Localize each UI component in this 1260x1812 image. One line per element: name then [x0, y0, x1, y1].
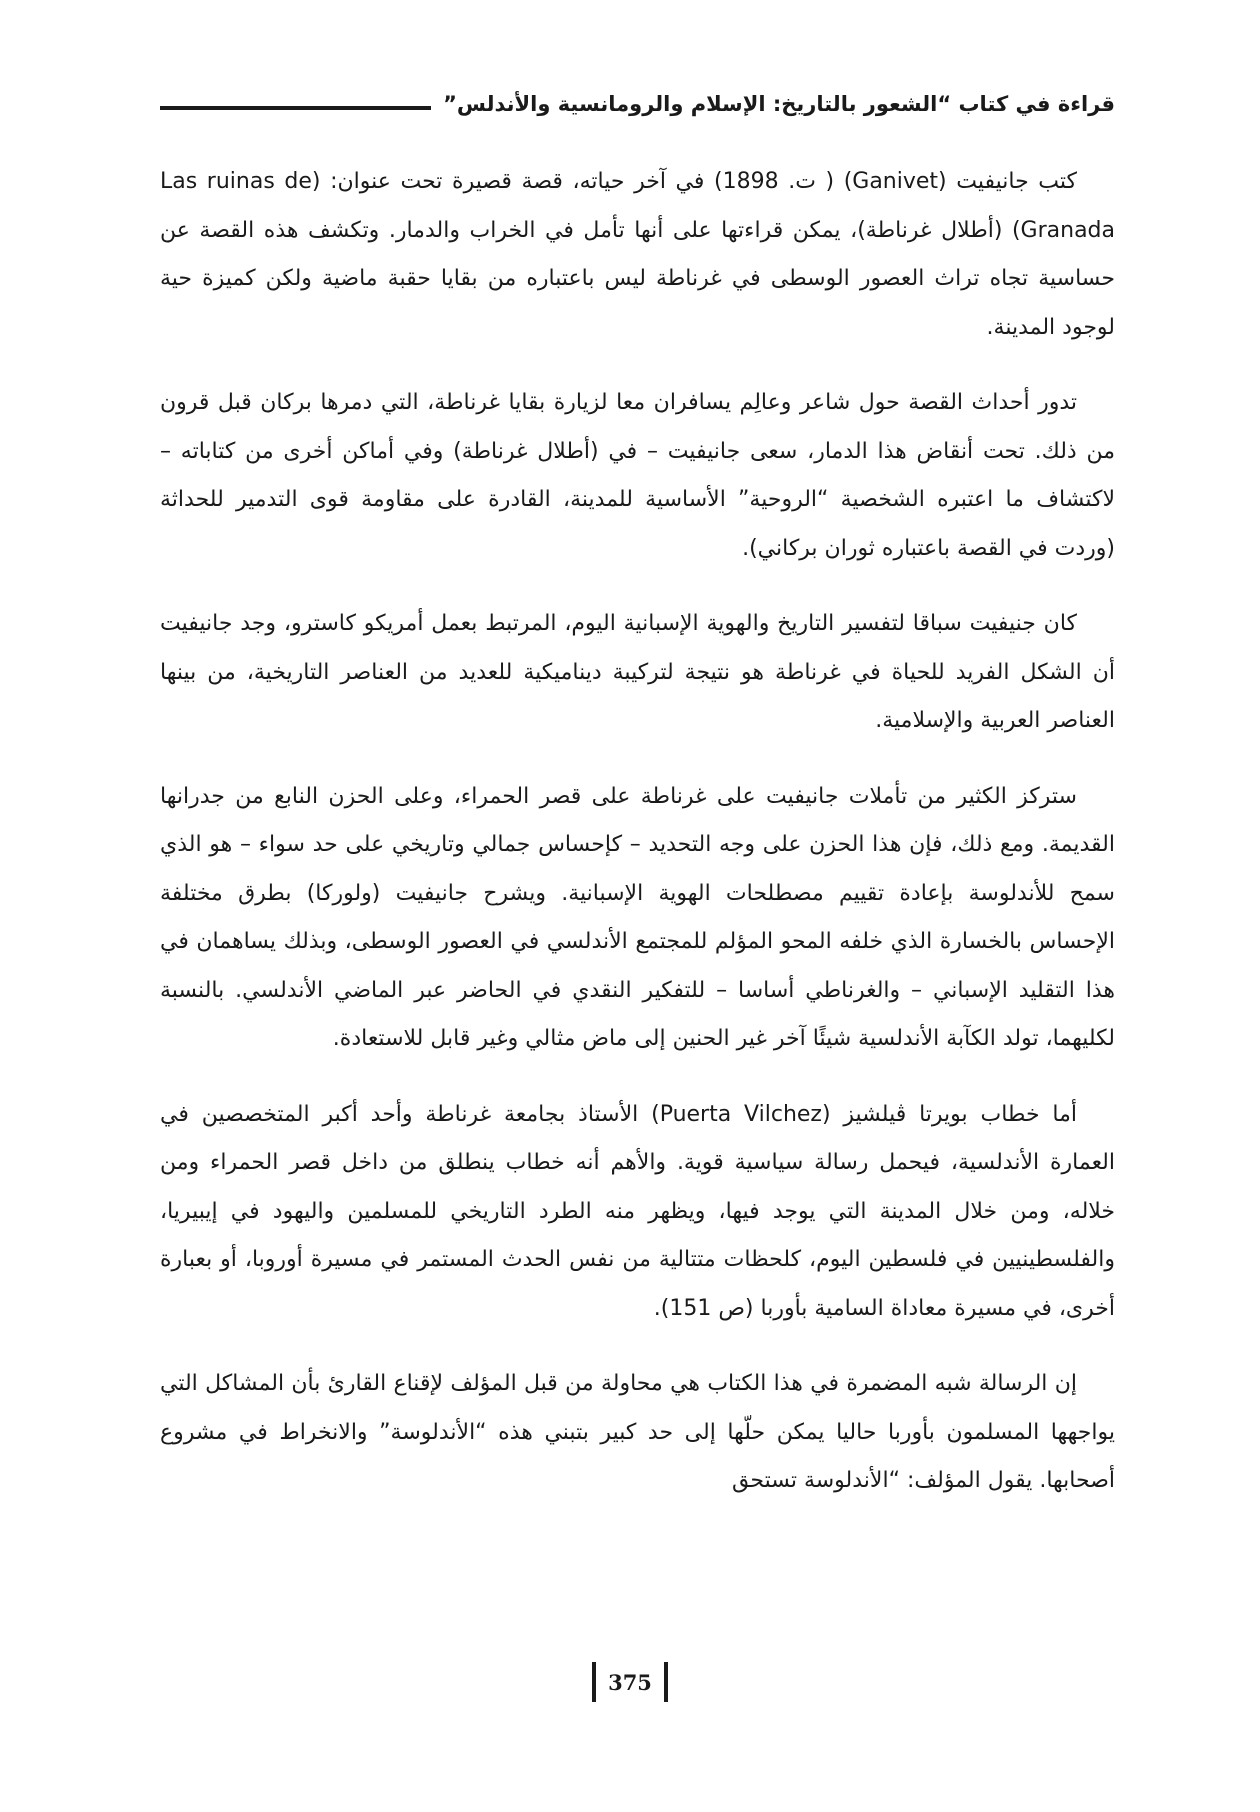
paragraph-5: أما خطاب بويرتا ڤيلشيز (Puerta Vilchez) الأستاذ بجامعة غرناطة وأحد أكبر المتخصصين في العمارة الأندلسية، فيحمل رسالة سياسية قوية. والأهم أنه خطاب ينطلق من داخل قصر الحمراء ومن خلاله، ومن خلال المدينة التي يوجد فيها، ويظهر منه الطرد التاريخي للمسلمين واليهود في إيبيريا، والفلسطينيين في فلسطين اليوم، كلحظات متتالية من نفس الحدث المستمر في مسيرة أوروبا، أو بعبارة أخرى، في مسيرة معاداة السامية بأوربا (ص 151). [160, 1101, 1115, 1321]
folio-bar-right [664, 1662, 668, 1702]
paragraph-3: كان جنيفيت سباقا لتفسير التاريخ والهوية الإسبانية اليوم، المرتبط بعمل أمريكو كاسترو، وجد جانيفيت أن الشكل الفريد للحياة في غرناطة هو نتيجة لتركيبة ديناميكية للعديد من العناصر التاريخية، من بينها العناصر العربية والإسلامية. [160, 611, 1115, 733]
body-text [160, 158, 1115, 1506]
running-title: قراءة في كتاب “الشعور بالتاريخ: الإسلام والرومانسية والأندلس” [443, 92, 1115, 116]
paragraph-4: ستركز الكثير من تأملات جانيفيت على غرناطة على قصر الحمراء، وعلى الحزن النابع من جدرانها القديمة. ومع ذلك، فإن هذا الحزن على وجه التحديد – كإحساس جمالي وتاريخي على حد سواء – هو الذي سمح للأندلوسة بإعادة تقييم مصطلحات الهوية الإسبانية. ويشرح جانيفيت (ولوركا) بطرق مختلفة الإحساس بالخسارة الذي خلفه المحو المؤلم للمجتمع الأندلسي في العصور الوسطى، وبذلك يساهمان في هذا التقليد الإسباني – والغرناطي أساسا – للتفكير النقدي في الحاضر عبر الماضي الأندلسي. بالنسبة لكليهما، تولد الكآبة الأندلسية شيئًا آخر غير الحنين إلى ماض مثالي وغير قابل للاستعادة. [160, 783, 1115, 1051]
paragraph-6: إن الرسالة شبه المضمرة في هذا الكتاب هي محاولة من قبل المؤلف لإقناع القارئ بأن المشاكل التي يواجهها المسلمون بأوربا حاليا يمكن حلّها إلى حد كبير بتبني هذه “الأندلوسة” والانخراط في مشروع أصحابها. يقول المؤلف: “الأندلوسة تستحق [160, 1371, 1115, 1493]
page-number: 375 [608, 1669, 652, 1695]
paragraph-1: كتب جانيفيت (Ganivet) ( ت. 1898) في آخر حياته، قصة قصيرة تحت عنوان: (Las ruinas de Granada) (أطلال غرناطة)، يمكن قراءتها على أنها تأمل في الخراب والدمار. وتكشف هذه القصة عن حساسية تجاه تراث العصور الوسطى في غرناطة ليس باعتباره من بقايا حقبة ماضية ولكن كميزة حية لوجود المدينة. [160, 169, 1115, 340]
running-header [160, 84, 1115, 124]
paragraph-2: تدور أحداث القصة حول شاعر وعالِم يسافران معا لزيارة بقايا غرناطة، التي دمرها بركان قبل قرون من ذلك. تحت أنقاض هذا الدمار، سعى جانيفيت – في (أطلال غرناطة) وفي أماكن أخرى من كتاباته – لاكتشاف ما اعتبره الشخصية “الروحية” الأساسية للمدينة، القادرة على مقاومة قوى التدمير للحداثة (وردت في القصة باعتباره ثوران بركاني). [160, 390, 1115, 561]
page-footer [0, 1662, 1260, 1702]
header-rule [160, 106, 431, 110]
